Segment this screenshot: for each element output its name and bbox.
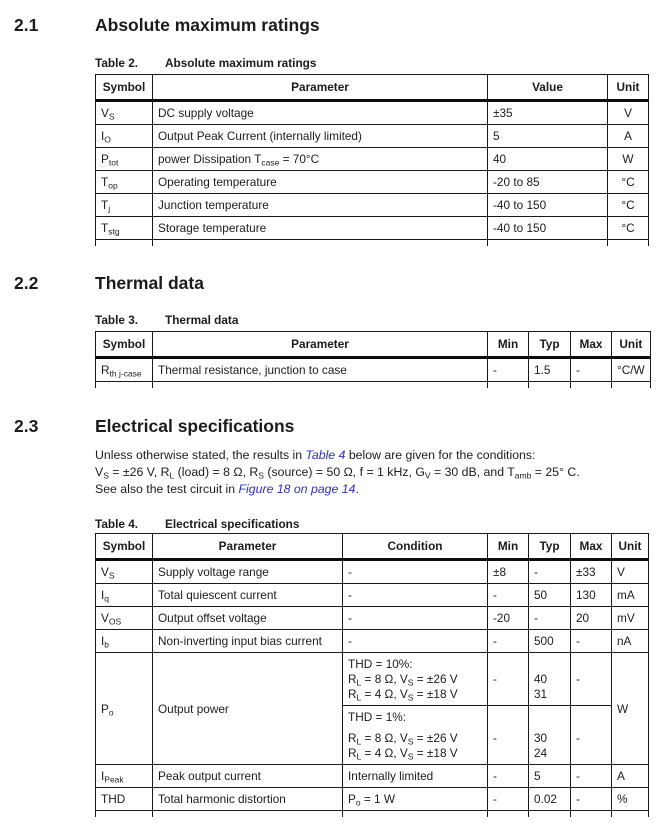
cell-min: -	[488, 788, 529, 811]
cell-unit: °C	[608, 194, 649, 217]
table-row	[96, 101, 649, 125]
table-row	[96, 607, 649, 630]
text-run: = ±18 V	[413, 687, 458, 701]
cell-max: -	[571, 653, 612, 706]
col-header-symbol: Symbol	[96, 75, 153, 101]
cell-unit: V	[608, 101, 649, 125]
col-header-parameter: Parameter	[153, 75, 488, 101]
text-run: Peak output current	[158, 769, 261, 783]
text-run: R	[348, 731, 357, 745]
cell-typ	[529, 653, 571, 706]
cell-parameter	[153, 217, 488, 240]
text-run: = 4 Ω, V	[361, 746, 408, 760]
text-run: below are given for the conditions:	[345, 448, 536, 462]
table-caption-title: Electrical specifications	[165, 517, 300, 531]
text-line	[101, 611, 147, 626]
table-edge-stubs	[96, 382, 651, 388]
cell-typ	[529, 706, 571, 765]
subscript: o	[355, 797, 361, 808]
text-run: = ±26 V	[413, 731, 458, 745]
cell-unit: A	[612, 765, 649, 788]
cell-min: -	[488, 630, 529, 653]
section-2-1-heading	[14, 15, 320, 36]
cell-value: ±35	[488, 101, 608, 125]
col-header-max: Max	[571, 534, 612, 560]
cell-condition	[343, 788, 488, 811]
cell-parameter	[153, 653, 343, 765]
text-line	[534, 687, 565, 702]
col-header-parameter: Parameter	[153, 534, 343, 560]
text-line	[348, 634, 482, 649]
text-run: = 30 dB, and T	[430, 465, 515, 479]
text-run: Output offset voltage	[158, 611, 267, 625]
subscript: L	[356, 736, 362, 747]
text-run: Total quiescent current	[158, 588, 277, 602]
subscript: tot	[108, 157, 119, 168]
text-run: Output Peak Current (internally limited)	[158, 129, 362, 143]
text-run: V	[101, 565, 109, 579]
table-caption-label: Table 3.	[95, 313, 139, 327]
text-run: V	[95, 465, 104, 479]
cell-parameter	[153, 630, 343, 653]
text-line	[101, 106, 147, 121]
subscript: o	[108, 707, 114, 717]
text-line	[158, 106, 482, 121]
table-header-row	[96, 534, 649, 560]
cell-unit: °C	[608, 171, 649, 194]
cell-condition	[343, 584, 488, 607]
cell-min: -	[488, 765, 529, 788]
subscript: S	[407, 751, 414, 762]
table-edge-stubs	[96, 240, 649, 246]
section-title: Electrical specifications	[95, 416, 295, 436]
cell-typ: 1.5	[529, 358, 571, 382]
text-line	[158, 769, 337, 784]
subscript: amb	[514, 470, 532, 481]
table-caption-label: Table 2.	[95, 56, 139, 70]
col-header-symbol: Symbol	[96, 534, 153, 560]
text-run: power Dissipation T	[158, 152, 262, 166]
col-header-min: Min	[488, 534, 529, 560]
text-run: 40	[534, 672, 548, 686]
cell-unit: mA	[612, 584, 649, 607]
cell-symbol	[96, 788, 153, 811]
text-line	[158, 129, 482, 144]
table-row	[96, 584, 649, 607]
cell-unit: V	[612, 560, 649, 584]
text-run: R	[101, 363, 110, 377]
subscript: op	[108, 180, 118, 191]
text-run: 24	[534, 746, 548, 760]
table-caption-title: Thermal data	[165, 313, 239, 327]
text-run: R	[348, 687, 357, 701]
subscript: stg	[108, 226, 120, 237]
text-run: THD	[101, 792, 126, 806]
table-thermal-data	[95, 331, 651, 388]
text-line	[158, 611, 337, 626]
text-run: R	[348, 746, 357, 760]
text-run: T	[101, 198, 109, 212]
text-run: 31	[534, 687, 548, 701]
cell-parameter	[153, 194, 488, 217]
cell-max: 130	[571, 584, 612, 607]
text-run: -	[348, 634, 352, 648]
text-run: P	[348, 792, 356, 806]
text-run: Internally limited	[348, 769, 434, 783]
subscript: S	[103, 470, 109, 481]
table2-caption	[95, 56, 316, 70]
cell-typ: 0.02	[529, 788, 571, 811]
text-line	[101, 769, 147, 784]
subscript: Peak	[104, 774, 124, 785]
col-header-value: Value	[488, 75, 608, 101]
cell-symbol	[96, 607, 153, 630]
text-line	[348, 769, 482, 784]
table-row	[96, 125, 649, 148]
subscript: case	[261, 157, 280, 168]
cell-symbol	[96, 560, 153, 584]
text-line	[158, 198, 482, 213]
cell-max: -	[571, 706, 612, 765]
text-run: = 1 W	[360, 792, 396, 806]
subscript: S	[407, 736, 414, 747]
cell-parameter	[153, 101, 488, 125]
text-run: (load) = 8 Ω, R	[174, 465, 259, 479]
subscript: S	[108, 570, 115, 581]
text-run: T	[101, 221, 109, 235]
text-line	[95, 481, 657, 498]
text-line	[158, 792, 337, 807]
text-line	[101, 198, 147, 213]
table-caption-title: Absolute maximum ratings	[165, 56, 317, 70]
col-header-condition: Condition	[343, 534, 488, 560]
text-line	[534, 672, 565, 687]
table-header-row	[96, 75, 649, 101]
cell-symbol	[96, 358, 153, 382]
text-run: (source) = 50 Ω, f = 1 kHz, G	[263, 465, 425, 479]
text-line	[158, 175, 482, 190]
cell-unit: %	[612, 788, 649, 811]
cell-unit: °C/W	[612, 358, 651, 382]
text-run: = 25° C.	[531, 465, 580, 479]
text-run: Total harmonic distortion	[158, 792, 286, 806]
section-title: Thermal data	[95, 273, 204, 293]
text-line	[348, 565, 482, 580]
section-number: 2.2	[14, 273, 39, 293]
text-line	[101, 588, 147, 603]
cross-reference-link[interactable]: Table 4	[305, 448, 346, 462]
cell-symbol	[96, 653, 153, 765]
text-line	[101, 565, 147, 580]
cell-typ: 5	[529, 765, 571, 788]
cell-parameter	[153, 125, 488, 148]
text-line	[158, 702, 337, 717]
table3-caption	[95, 313, 238, 327]
subscript: b	[104, 639, 110, 650]
text-run: Non-inverting input bias current	[158, 634, 322, 648]
text-run: I	[101, 588, 105, 602]
subscript: S	[108, 111, 115, 122]
text-line	[348, 746, 482, 761]
text-run: Output power	[158, 701, 229, 716]
cell-parameter	[153, 148, 488, 171]
text-line	[348, 792, 482, 807]
subscript: O	[104, 134, 111, 145]
cell-min: -	[488, 653, 529, 706]
text-line	[348, 672, 482, 687]
table-absolute-maximum-ratings	[95, 74, 649, 246]
text-run: THD = 1%:	[348, 710, 407, 724]
text-run: Thermal resistance, junction to case	[158, 363, 347, 377]
cell-parameter	[153, 560, 343, 584]
subscript: V	[424, 470, 431, 481]
cell-symbol	[96, 217, 153, 240]
cell-value: 40	[488, 148, 608, 171]
table-row	[96, 765, 649, 788]
cell-max: -	[571, 788, 612, 811]
text-run: THD = 10%:	[348, 657, 413, 671]
text-line	[534, 731, 565, 746]
text-line	[158, 152, 482, 167]
cell-min: -20	[488, 607, 529, 630]
text-line	[158, 221, 482, 236]
cell-unit: A	[608, 125, 649, 148]
cell-max: -	[571, 765, 612, 788]
subscript: L	[356, 692, 362, 703]
table-row-output-power-thd10	[96, 653, 649, 706]
cell-typ: 500	[529, 630, 571, 653]
text-line	[534, 746, 565, 761]
cell-min: -	[488, 706, 529, 765]
cell-unit: °C	[608, 217, 649, 240]
text-line	[158, 634, 337, 649]
section-number: 2.3	[14, 416, 39, 436]
text-line	[348, 710, 482, 725]
table-edge-stubs	[96, 811, 649, 817]
cell-symbol	[96, 630, 153, 653]
cell-condition	[343, 607, 488, 630]
cell-parameter	[153, 765, 343, 788]
cell-min: ±8	[488, 560, 529, 584]
table-row	[96, 217, 649, 240]
cell-min: -	[488, 584, 529, 607]
col-header-min: Min	[488, 332, 529, 358]
table-row	[96, 358, 651, 382]
cross-reference-link[interactable]: Figure 18 on page 14	[238, 482, 356, 496]
text-line	[95, 464, 657, 481]
cell-max: 20	[571, 607, 612, 630]
text-line	[348, 588, 482, 603]
text-run: I	[101, 634, 105, 648]
cell-min: -	[488, 358, 529, 382]
cell-typ: -	[529, 560, 571, 584]
text-run: .	[355, 482, 359, 496]
cell-condition	[343, 706, 488, 765]
cell-symbol	[96, 148, 153, 171]
cell-typ: 50	[529, 584, 571, 607]
text-run: = 8 Ω, V	[361, 672, 408, 686]
table-header-row	[96, 332, 651, 358]
col-header-typ: Typ	[529, 534, 571, 560]
text-run: V	[101, 106, 109, 120]
subscript: j	[108, 203, 111, 214]
text-line	[101, 221, 147, 236]
subscript: S	[258, 470, 264, 481]
cell-value: -20 to 85	[488, 171, 608, 194]
col-header-max: Max	[571, 332, 612, 358]
cell-symbol	[96, 101, 153, 125]
table-row	[96, 788, 649, 811]
text-line	[101, 702, 147, 717]
text-run: See also the test circuit in	[95, 482, 239, 496]
subscript: S	[407, 677, 414, 688]
cell-unit: W	[612, 653, 649, 765]
cell-condition	[343, 765, 488, 788]
cell-condition	[343, 630, 488, 653]
text-line	[101, 129, 147, 144]
text-run: Supply voltage range	[158, 565, 269, 579]
text-line	[101, 792, 147, 807]
text-run: = ±26 V, R	[108, 465, 170, 479]
col-header-unit: Unit	[608, 75, 649, 101]
section-2-2-heading	[14, 273, 204, 294]
text-run: P	[101, 152, 109, 166]
subscript: L	[169, 470, 175, 481]
text-run: -	[348, 565, 352, 579]
section-number: 2.1	[14, 15, 39, 35]
text-line	[101, 175, 147, 190]
subscript: th j-case	[109, 368, 142, 379]
col-header-unit: Unit	[612, 332, 651, 358]
table-electrical-specifications	[95, 533, 649, 817]
text-run: = 4 Ω, V	[361, 687, 408, 701]
text-run: V	[101, 611, 109, 625]
cell-unit: W	[608, 148, 649, 171]
text-line	[158, 565, 337, 580]
cell-symbol	[96, 171, 153, 194]
text-run: I	[101, 769, 105, 783]
subscript: L	[356, 677, 362, 688]
text-run: = ±26 V	[413, 672, 458, 686]
text-run: = 8 Ω, V	[361, 731, 408, 745]
cell-parameter	[153, 171, 488, 194]
cell-max: -	[571, 358, 612, 382]
cell-parameter	[153, 788, 343, 811]
text-line	[348, 657, 482, 672]
text-run: I	[101, 129, 105, 143]
cell-typ: -	[529, 607, 571, 630]
cell-symbol	[96, 765, 153, 788]
text-line	[101, 152, 147, 167]
cell-symbol	[96, 125, 153, 148]
subscript: L	[356, 751, 362, 762]
text-line	[158, 363, 482, 378]
text-line	[101, 634, 147, 649]
col-header-parameter: Parameter	[153, 332, 488, 358]
cell-condition	[343, 653, 488, 706]
cell-parameter	[153, 607, 343, 630]
table4-caption	[95, 517, 299, 531]
section-2-3-heading	[14, 416, 294, 437]
text-run: 30	[534, 731, 548, 745]
cell-symbol	[96, 584, 153, 607]
table-row	[96, 171, 649, 194]
cell-parameter	[153, 358, 488, 382]
conditions-paragraph	[95, 447, 657, 498]
text-run: = 70°C	[279, 152, 320, 166]
text-run: -	[348, 588, 352, 602]
cell-condition	[343, 560, 488, 584]
text-run: T	[101, 175, 109, 189]
text-run: Operating temperature	[158, 175, 277, 189]
col-header-typ: Typ	[529, 332, 571, 358]
subscript: S	[407, 692, 414, 703]
cell-symbol	[96, 194, 153, 217]
text-run: -	[348, 611, 352, 625]
cell-unit: nA	[612, 630, 649, 653]
cell-max: ±33	[571, 560, 612, 584]
text-line	[101, 363, 147, 378]
table-row	[96, 560, 649, 584]
text-line	[348, 731, 482, 746]
text-run: Unless otherwise stated, the results in	[95, 448, 306, 462]
cell-value: 5	[488, 125, 608, 148]
text-run: Junction temperature	[158, 198, 269, 212]
text-line	[348, 687, 482, 702]
text-run: = ±18 V	[413, 746, 458, 760]
text-line	[158, 588, 337, 603]
text-line	[348, 611, 482, 626]
subscript: q	[104, 593, 110, 604]
table-row	[96, 148, 649, 171]
text-run: P	[101, 701, 109, 716]
section-title: Absolute maximum ratings	[95, 15, 320, 35]
text-run: R	[348, 672, 357, 686]
table-row	[96, 630, 649, 653]
cell-parameter	[153, 584, 343, 607]
cell-value: -40 to 150	[488, 217, 608, 240]
cell-value: -40 to 150	[488, 194, 608, 217]
cell-max: -	[571, 630, 612, 653]
cell-unit: mV	[612, 607, 649, 630]
text-run: Storage temperature	[158, 221, 267, 235]
subscript: OS	[108, 616, 122, 627]
col-header-symbol: Symbol	[96, 332, 153, 358]
table-caption-label: Table 4.	[95, 517, 139, 531]
text-run: DC supply voltage	[158, 106, 254, 120]
table-row	[96, 194, 649, 217]
text-line	[95, 447, 657, 464]
col-header-unit: Unit	[612, 534, 649, 560]
